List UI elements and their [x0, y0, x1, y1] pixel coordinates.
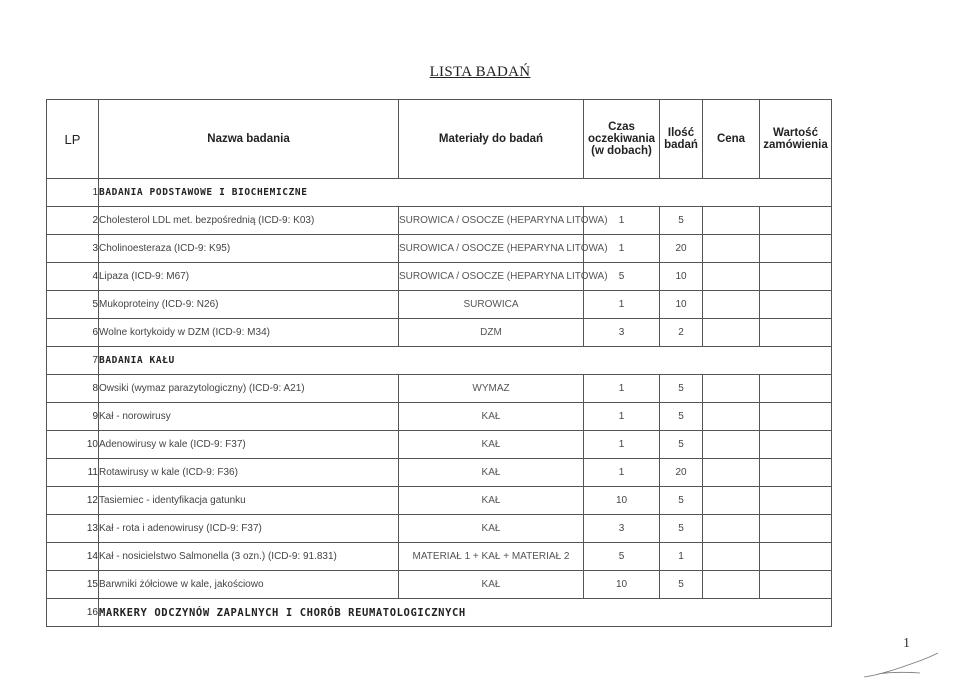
price-cell [703, 403, 760, 431]
section-heading: BADANIA PODSTAWOWE I BIOCHEMICZNE [99, 179, 832, 207]
header-czas [584, 100, 660, 179]
header-wartosc [760, 100, 832, 179]
table-row [47, 319, 832, 347]
price-cell [703, 291, 760, 319]
waiting-time-cell: 3 [584, 515, 660, 543]
lp-cell: 11 [47, 459, 99, 487]
table-row [47, 487, 832, 515]
header-czas-line-3: (w dobach) [591, 145, 652, 157]
page-number: 1 [903, 636, 910, 651]
lp-cell: 10 [47, 431, 99, 459]
lp-cell: 3 [47, 235, 99, 263]
material-cell: SUROWICA / OSOCZE (HEPARYNA LITOWA) [399, 207, 584, 235]
order-value-cell [760, 235, 832, 263]
order-value-cell [760, 515, 832, 543]
quantity-cell: 5 [660, 207, 703, 235]
quantity-cell: 5 [660, 515, 703, 543]
test-name-cell: Kał - rota i adenowirusy (ICD-9: F37) [99, 515, 399, 543]
material-cell: MATERIAŁ 1 + KAŁ + MATERIAŁ 2 [399, 543, 584, 571]
price-cell [703, 319, 760, 347]
header-materialy: Materiały do badań [399, 100, 584, 179]
table-row [47, 263, 832, 291]
table-row [47, 291, 832, 319]
order-value-cell [760, 263, 832, 291]
quantity-cell: 5 [660, 571, 703, 599]
price-cell [703, 515, 760, 543]
table-row [47, 515, 832, 543]
order-value-cell [760, 543, 832, 571]
table-row [47, 207, 832, 235]
order-value-cell [760, 431, 832, 459]
lp-cell: 15 [47, 571, 99, 599]
lp-cell: 7 [47, 347, 99, 375]
header-ilosc-line-1: Ilość [667, 127, 695, 139]
waiting-time-cell: 1 [584, 207, 660, 235]
price-cell [703, 207, 760, 235]
table-body [47, 179, 832, 627]
table-row [47, 543, 832, 571]
waiting-time-cell: 1 [584, 431, 660, 459]
test-name-cell: Tasiemiec - identyfikacja gatunku [99, 487, 399, 515]
table-row [47, 235, 832, 263]
table-row [47, 403, 832, 431]
material-cell: DZM [399, 319, 584, 347]
material-cell: KAŁ [399, 487, 584, 515]
quantity-cell: 5 [660, 375, 703, 403]
test-list-table [46, 99, 832, 627]
price-cell [703, 571, 760, 599]
waiting-time-cell: 1 [584, 235, 660, 263]
header-czas-line-2: oczekiwania [587, 133, 656, 145]
price-cell [703, 487, 760, 515]
quantity-cell: 2 [660, 319, 703, 347]
section-row [47, 599, 832, 627]
material-cell: KAŁ [399, 571, 584, 599]
document-title: LISTA BADAŃ [429, 64, 531, 80]
material-cell: WYMAZ [399, 375, 584, 403]
test-name-cell: Wolne kortykoidy w DZM (ICD-9: M34) [99, 319, 399, 347]
lp-cell: 5 [47, 291, 99, 319]
lp-cell: 12 [47, 487, 99, 515]
lp-cell: 1 [47, 179, 99, 207]
lp-cell: 2 [47, 207, 99, 235]
test-name-cell: Mukoproteiny (ICD-9: N26) [99, 291, 399, 319]
waiting-time-cell: 10 [584, 571, 660, 599]
test-name-cell: Cholinoesteraza (ICD-9: K95) [99, 235, 399, 263]
quantity-cell: 20 [660, 459, 703, 487]
section-heading: MARKERY ODCZYNÓW ZAPALNYCH I CHORÓB REUMATOLOGICZNYCH [99, 599, 832, 627]
lp-cell: 13 [47, 515, 99, 543]
order-value-cell [760, 571, 832, 599]
quantity-cell: 1 [660, 543, 703, 571]
test-name-cell: Cholesterol LDL met. bezpośrednią (ICD-9: K03) [99, 207, 399, 235]
waiting-time-cell: 1 [584, 459, 660, 487]
header-nazwa: Nazwa badania [99, 100, 399, 179]
table-row [47, 571, 832, 599]
material-cell: KAŁ [399, 515, 584, 543]
header-czas-line-1: Czas [608, 121, 635, 133]
lp-cell: 16 [47, 599, 99, 627]
quantity-cell: 5 [660, 487, 703, 515]
quantity-cell: 5 [660, 403, 703, 431]
waiting-time-cell: 1 [584, 403, 660, 431]
price-cell [703, 543, 760, 571]
waiting-time-cell: 5 [584, 263, 660, 291]
lp-cell: 4 [47, 263, 99, 291]
test-name-cell: Barwniki żółciowe w kale, jakościowo [99, 571, 399, 599]
test-name-cell: Lipaza (ICD-9: M67) [99, 263, 399, 291]
header-ilosc-line-2: badań [664, 139, 698, 151]
waiting-time-cell: 1 [584, 375, 660, 403]
waiting-time-cell: 10 [584, 487, 660, 515]
table-row [47, 375, 832, 403]
lp-cell: 9 [47, 403, 99, 431]
section-row [47, 347, 832, 375]
test-name-cell: Kał - nosicielstwo Salmonella (3 ozn.) (ICD-9: 91.831) [99, 543, 399, 571]
test-name-cell: Adenowirusy w kale (ICD-9: F37) [99, 431, 399, 459]
price-cell [703, 431, 760, 459]
waiting-time-cell: 1 [584, 291, 660, 319]
quantity-cell: 10 [660, 263, 703, 291]
header-lp: LP [47, 100, 99, 179]
material-cell: SUROWICA / OSOCZE (HEPARYNA LITOWA) [399, 235, 584, 263]
order-value-cell [760, 319, 832, 347]
waiting-time-cell: 3 [584, 319, 660, 347]
section-row [47, 179, 832, 207]
order-value-cell [760, 487, 832, 515]
material-cell: KAŁ [399, 459, 584, 487]
material-cell: SUROWICA [399, 291, 584, 319]
signature-mark [860, 650, 940, 680]
header-row [47, 100, 832, 179]
header-ilosc [660, 100, 703, 179]
lp-cell: 14 [47, 543, 99, 571]
header-wartosc-line-2: zamówienia [763, 139, 828, 151]
quantity-cell: 5 [660, 431, 703, 459]
price-cell [703, 235, 760, 263]
order-value-cell [760, 375, 832, 403]
material-cell: KAŁ [399, 403, 584, 431]
order-value-cell [760, 291, 832, 319]
test-name-cell: Owsiki (wymaz parazytologiczny) (ICD-9: A21) [99, 375, 399, 403]
section-heading: BADANIA KAŁU [99, 347, 832, 375]
header-cena: Cena [703, 100, 760, 179]
test-name-cell: Rotawirusy w kale (ICD-9: F36) [99, 459, 399, 487]
lp-cell: 6 [47, 319, 99, 347]
order-value-cell [760, 207, 832, 235]
waiting-time-cell: 5 [584, 543, 660, 571]
lp-cell: 8 [47, 375, 99, 403]
table-row [47, 459, 832, 487]
quantity-cell: 10 [660, 291, 703, 319]
order-value-cell [760, 459, 832, 487]
material-cell: SUROWICA / OSOCZE (HEPARYNA LITOWA) [399, 263, 584, 291]
price-cell [703, 263, 760, 291]
price-cell [703, 375, 760, 403]
table-row [47, 431, 832, 459]
price-cell [703, 459, 760, 487]
test-name-cell: Kał - norowirusy [99, 403, 399, 431]
header-wartosc-line-1: Wartość [773, 127, 818, 139]
quantity-cell: 20 [660, 235, 703, 263]
material-cell: KAŁ [399, 431, 584, 459]
order-value-cell [760, 403, 832, 431]
